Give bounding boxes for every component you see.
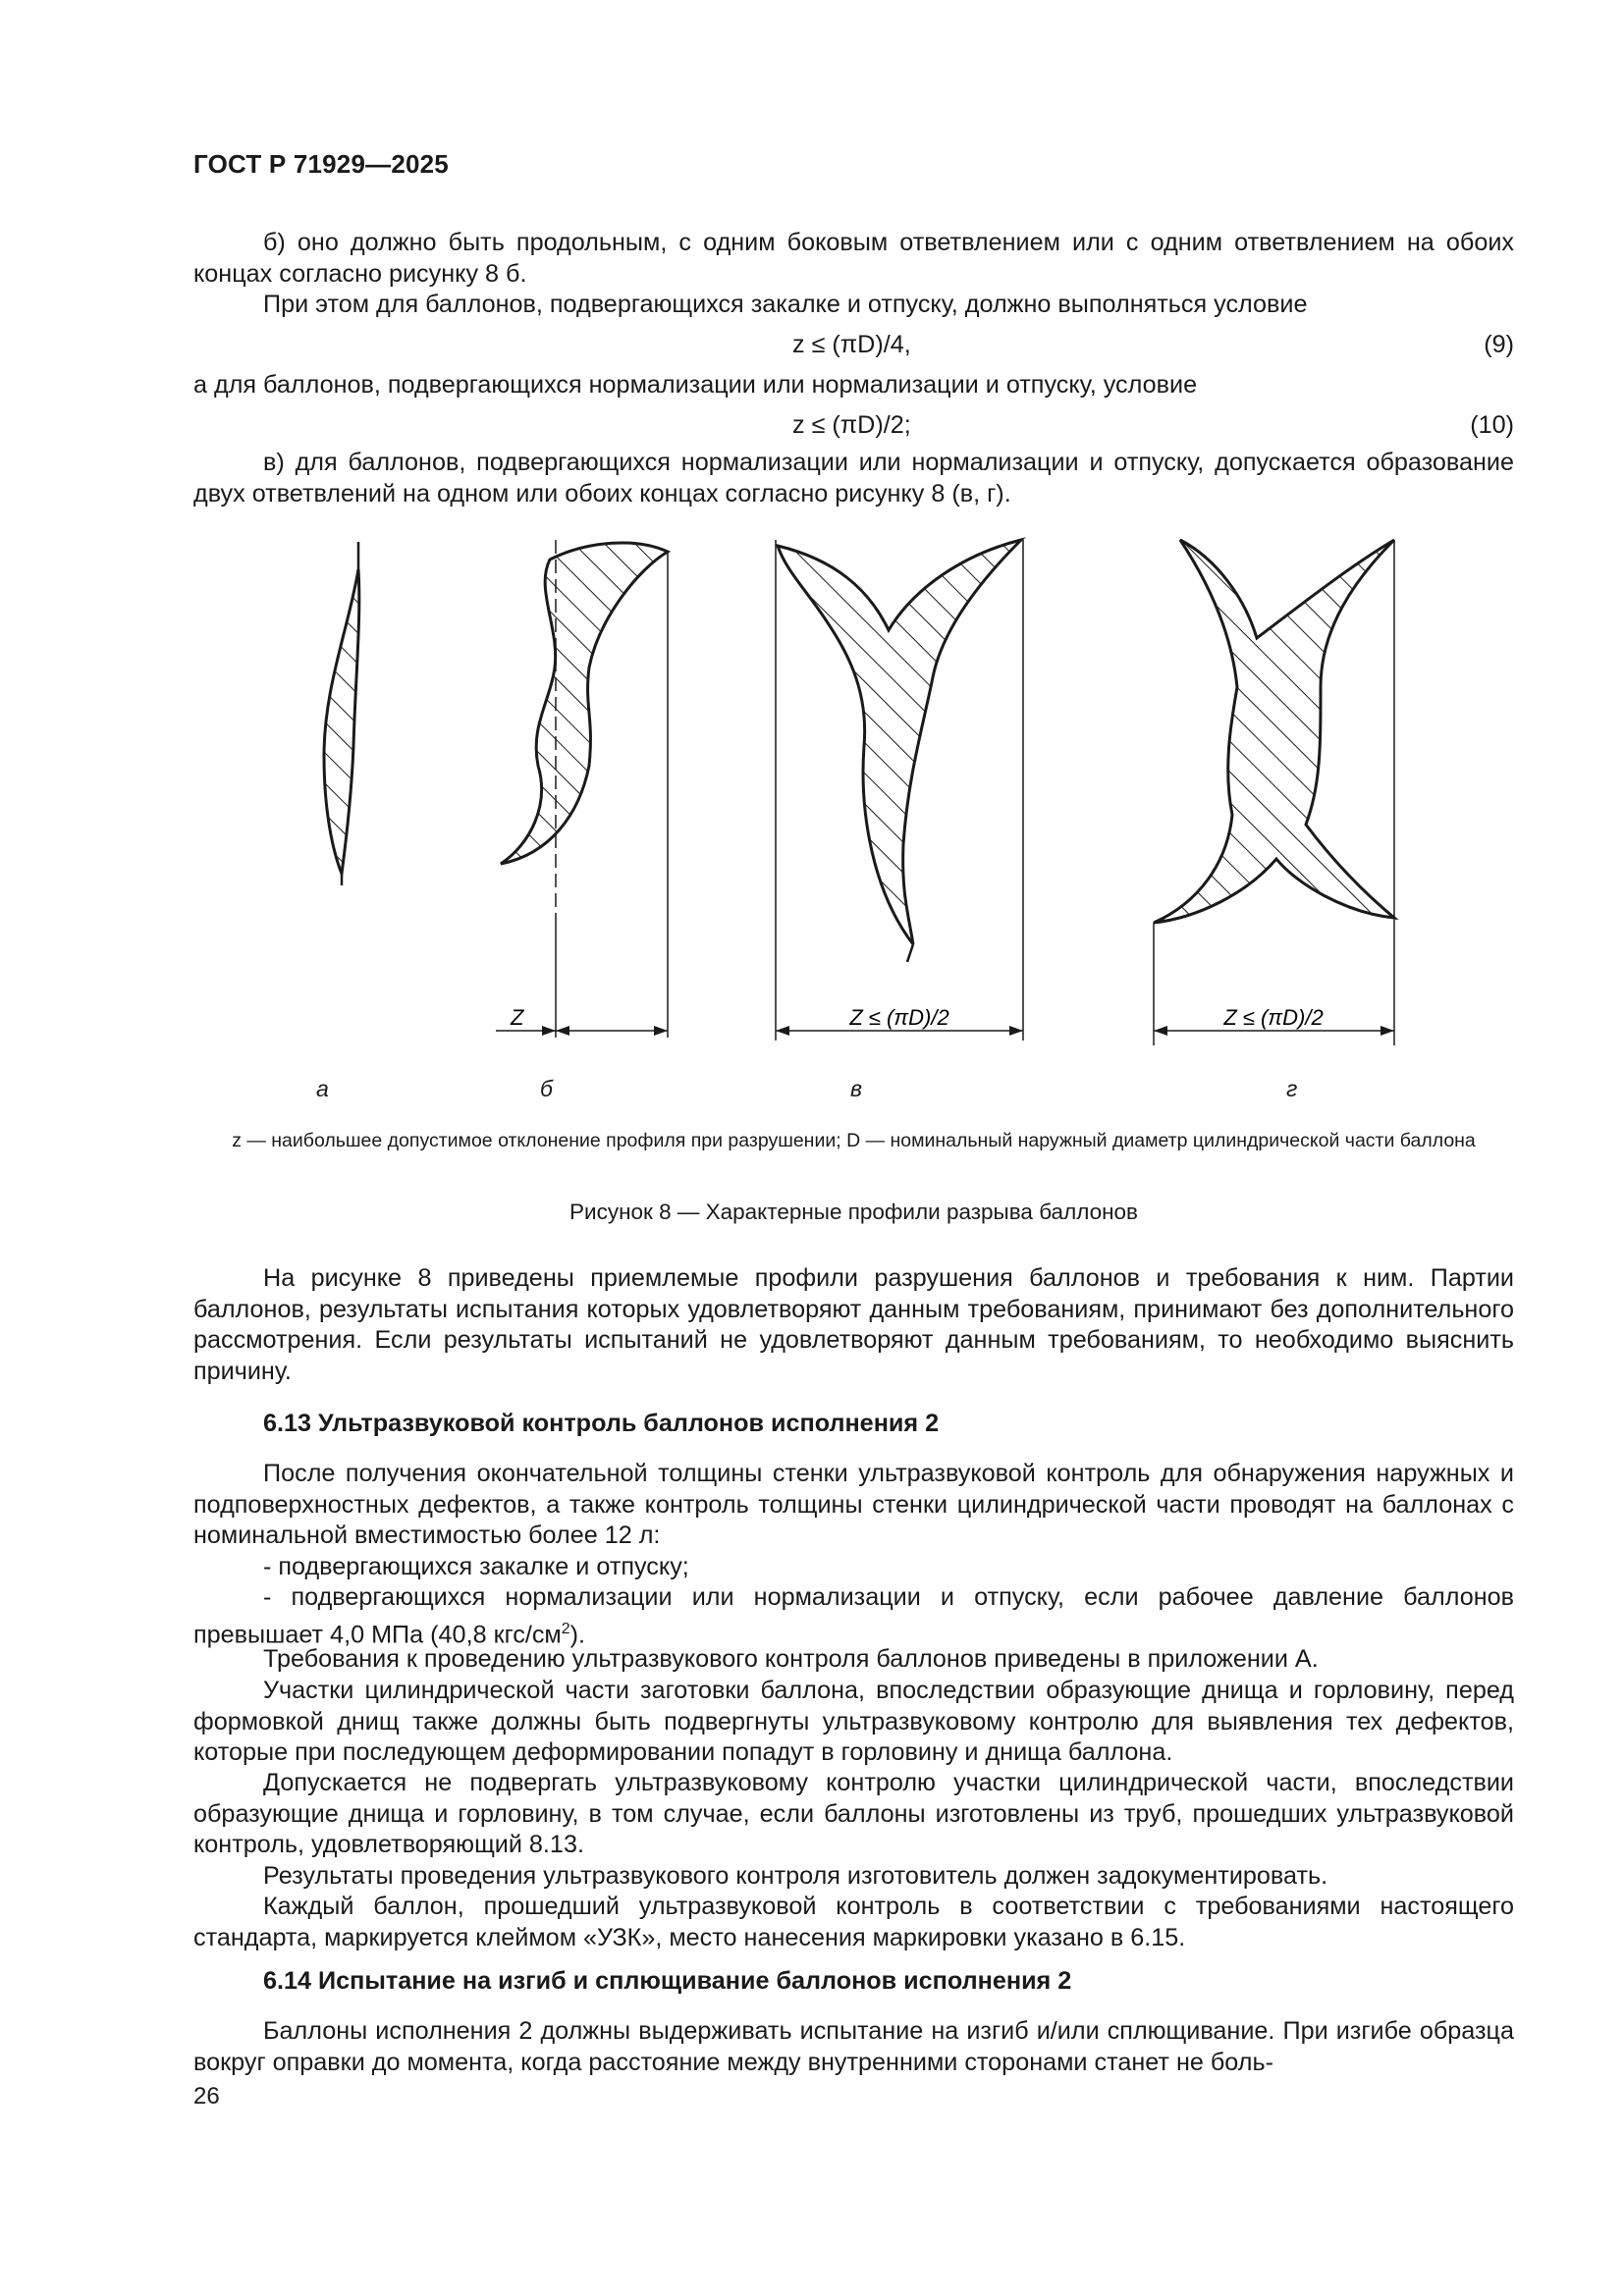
- list-item-quenching: - подвергающихся закалке и отпуску;: [263, 1553, 689, 1580]
- paragraph-6-13-requirements: Требования к проведению ультразвукового контроля баллонов приведены в приложении А.: [263, 1645, 1319, 1673]
- profile-v: [776, 540, 1023, 1041]
- profile-a: [324, 542, 359, 885]
- paragraph-6-13-exemption: Допускается не подвергать ультразвуковому контролю участки цилиндрической части, впоследствии образующие днища и горловину, в том случае, если баллоны изготовлены из труб, прошедших ультразвуковой контроль, удовлетворяющий 8.13.: [193, 1769, 1514, 1858]
- profile-b: [496, 540, 668, 1038]
- formula-10-expression: z ≤ (πD)/2;: [792, 411, 911, 439]
- paragraph-6-13-documentation: Результаты проведения ультразвукового контроля изготовитель должен задокументировать.: [263, 1862, 1328, 1890]
- list-item-normalization-end: ).: [569, 1620, 586, 1648]
- formula-9-number: (9): [1484, 331, 1514, 358]
- section-heading-6-14: 6.14 Испытание на изгиб и сплющивание баллонов исполнения 2: [263, 1967, 1072, 1995]
- profile-g: [1154, 540, 1394, 1045]
- paragraph-condition: При этом для баллонов, подвергающихся закалке и отпуску, должно выполняться условие: [263, 291, 1308, 318]
- paragraph-6-13-marking: Каждый баллон, прошедший ультразвуковой контроль в соответствии с требованиями настоящего стандарта, маркируется клеймом «УЗК», место нанесения маркировки указано в 6.15.: [193, 1893, 1514, 1951]
- paragraph-6-13-intro: После получения окончательной толщины стенки ультразвуковой контроль для обнаружения наружных и подповерхностных дефектов, а также контроль толщины стенки цилиндрической части проводят на баллонах с номинальной вместимостью более 12 л:: [193, 1460, 1514, 1549]
- dim-label-v: Z ≤ (πD)/2: [849, 1005, 949, 1030]
- figure-caption: Рисунок 8 — Характерные профили разрыва баллонов: [569, 1200, 1138, 1224]
- paragraph-6-13-areas: Участки цилиндрической части заготовки баллона, впоследствии образующие днища и горловину, перед формовкой днищ также должны быть подвергнуты ультразвуковому контролю для выявления тех дефектов, которые при последующем деформировании попадут в горловину и днища баллона.: [193, 1677, 1514, 1766]
- figure-label-g: г: [1286, 1076, 1298, 1101]
- figure-legend: z — наибольшее допустимое отклонение профиля при разрушении; D — номинальный наружный диаметр цилиндрической части баллона: [232, 1130, 1476, 1151]
- figure-label-a: а: [316, 1076, 329, 1101]
- figure-label-v: в: [850, 1076, 863, 1101]
- section-heading-6-13: 6.13 Ультразвуковой контроль баллонов исполнения 2: [263, 1410, 940, 1437]
- figure-label-b: б: [540, 1076, 553, 1101]
- page-number: 26: [193, 2083, 220, 2109]
- paragraph-6-14-intro: Баллоны исполнения 2 должны выдерживать испытание на изгиб и/или сплющивание. При изгибе образца вокруг оправки до момента, когда расстояние между внутренними сторонами станет не боль-: [193, 2017, 1514, 2076]
- list-item-normalization-text: - подвергающихся нормализации или нормализации и отпуску, если рабочее давление баллонов превышает 4,0 МПа (40,8 кгс/см: [193, 1583, 1514, 1648]
- paragraph-figure-description: На рисунке 8 приведены приемлемые профили разрушения баллонов и требования к ним. Партии баллонов, результаты испытания которых удовлетворяют данным требованиям, принимают без дополнительного рассмотрения. Если результаты испытаний не удовлетворяют данным требованиям, то необходимо выяснить причину.: [193, 1264, 1514, 1385]
- figure-8-drawing: [0, 520, 1624, 1070]
- dim-label-b: Z: [511, 1005, 524, 1030]
- dim-label-g: Z ≤ (πD)/2: [1223, 1005, 1324, 1030]
- paragraph-b: б) оно должно быть продольным, с одним боковым ответвлением или с одним ответвлением на обоих концах согласно рисунку 8 б.: [193, 229, 1514, 288]
- formula-10: [193, 410, 1514, 442]
- superscript: 2: [561, 1620, 570, 1637]
- paragraph-v: в) для баллонов, подвергающихся нормализации или нормализации и отпуску, допускается образование двух ответвлений на одном или обоих концах согласно рисунку 8 (в, г).: [193, 449, 1514, 507]
- formula-9: [193, 330, 1514, 361]
- formula-9-expression: z ≤ (πD)/4,: [792, 331, 911, 358]
- paragraph-normalization: а для баллонов, подвергающихся нормализации или нормализации и отпуску, условие: [193, 371, 1198, 399]
- document-header: ГОСТ Р 71929—2025: [193, 149, 449, 179]
- list-item-normalization: [193, 1582, 1514, 1650]
- formula-10-number: (10): [1470, 411, 1514, 439]
